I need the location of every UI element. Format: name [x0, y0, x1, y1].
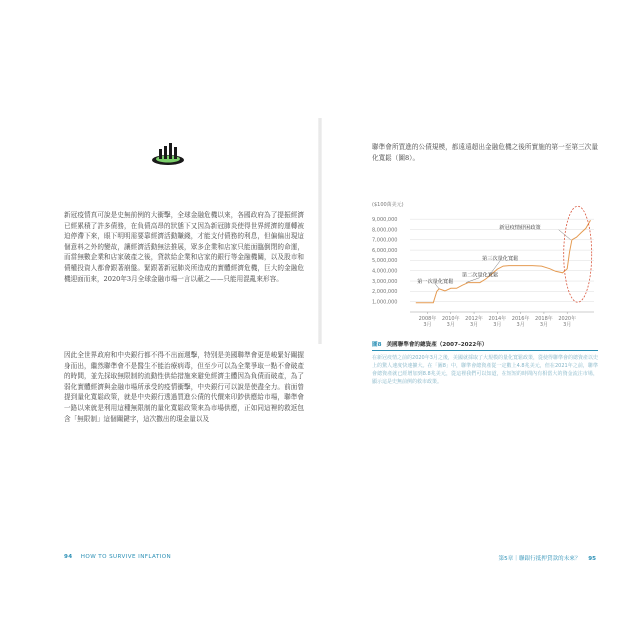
x-tick-label: 2020年 [558, 316, 577, 322]
x-tick-label: 2014年 [488, 316, 507, 322]
right-page-number: 95 [588, 556, 596, 562]
annotation-label: 第三次量化寬鬆 [482, 255, 519, 262]
y-tick-label: 4,000,000 [372, 268, 398, 275]
left-page [30, 118, 320, 423]
x-tick-sublabel: 3月 [563, 322, 572, 328]
figure-number: 圖8 [372, 342, 382, 348]
figure-rule [372, 350, 598, 351]
x-tick-sublabel: 3月 [469, 322, 479, 328]
x-tick-sublabel: 3月 [539, 322, 549, 328]
y-tick-label: 7,000,000 [372, 237, 398, 244]
body-paragraph: 聯準會所買進的公債規模，都遠遠超出金融危機之後所實施的第一至第三次量化寬鬆（圖8）。 [372, 143, 598, 162]
left-page-number: 94 [64, 554, 73, 560]
figure-title: 美國聯準會的總資產（2007–2022年） [386, 342, 488, 348]
annotation-label: 第一次量化寬鬆 [417, 278, 454, 285]
y-unit-label: ($100萬美元) [372, 202, 404, 208]
figure-description: 在新冠疫情之前的2020年3月之後，美國就採取了大規模的量化寬鬆政策，從使得聯準會的總資產以史上的驚人速度快速擴大。在「圖8」中，聯準會總資產從一定數上4.8兆美元，但在2021年之前，聯準會總資產就已經增加到8.8兆美元，從這裡我們可以知道，在短短的時間內有相當大的資金流注市場，顯示這是史無前例的救市政策。 [372, 355, 598, 385]
x-tick-label: 2008年 [418, 316, 437, 322]
right-footer [499, 554, 596, 562]
covid-highlight-circle [564, 206, 592, 302]
x-tick-label: 2016年 [511, 316, 530, 322]
book-title: HOW TO SURVIVE INFLATION [80, 554, 172, 560]
figure-caption [372, 340, 598, 348]
x-tick-sublabel: 3月 [516, 322, 525, 328]
annotation-label: 新冠疫情紓困政策 [499, 224, 541, 231]
y-tick-label: 2,000,000 [372, 289, 398, 296]
y-tick-label: 3,000,000 [372, 278, 398, 285]
chapter-title: 第5章｜聯銀行抵押貸款的未來？ [498, 556, 581, 562]
x-tick-label: 2018年 [535, 316, 553, 322]
chart-svg [372, 194, 602, 334]
body-paragraph: 新冠疫情真可說是史無前例的大衝擊，全球金融危機以來，各國政府為了提振經濟已經累積了許多債務，在負債高昂的狀態下又因為新冠肺炎使得世界經濟的運轉被迫停滯下來，眼下明明需要靠經濟活動賺錢，才能支付債務的利息，但偏偏出現這個意料之外的變故，讓經濟活動無法推展，眾多企業和店家只能面臨倒閉的命運，而當無數企業和店家破產之後，貸款給企業和店家的銀行等金融機關，以及股市和債權投資人都會跟著崩盤。緊跟著新冠肺炎所造成的實體經濟危機，巨大的金融危機迎面而來，2020年3月全球金融市場一言以蔽之——只能用混亂來形容。 [64, 211, 304, 283]
annotation-label: 第二次量化寬鬆 [461, 272, 499, 279]
y-tick-label: 8,000,000 [372, 227, 398, 234]
x-tick-label: 2012年 [465, 316, 483, 322]
x-tick-sublabel: 3月 [423, 322, 432, 328]
y-tick-label: 1,000,000 [372, 299, 398, 306]
book-spread [30, 118, 610, 562]
x-tick-sublabel: 3月 [446, 322, 455, 328]
body-paragraph: 因此全世界政府和中央銀行都不得不出面週擊，特別是美國聯準會更是峻緊好關握身而出，繼然聯準會不是醫生不能治療病毒，但至少可以為全業爭取一點不會破產的時間，並先採取無限制的流動性供給措施來避免經濟主體因為負債而破產，為了弱化實體經濟與金融市場所承受的疫情衝擊，中央銀行可以說是使盡全力。前面曾提到量化寬鬆政策，就是中央銀行透過買進公債的代價來印鈔供應給市場，聯準會一路以來就是利用這種無限制的量化寬鬆政策來為市場供應，正如同這裡的救返包含「無限制」這個關鍵字，這次撒出的現金量以及 [64, 351, 304, 423]
fed-assets-chart [372, 194, 602, 334]
x-tick-label: 2010年 [441, 316, 460, 322]
hand-chart-icon [148, 140, 188, 168]
right-page [320, 118, 610, 385]
y-tick-label: 9,000,000 [372, 216, 398, 223]
left-footer [64, 554, 171, 560]
y-tick-label: 6,000,000 [372, 247, 398, 254]
y-tick-label: 5,000,000 [372, 258, 398, 265]
x-tick-sublabel: 3月 [493, 322, 502, 328]
